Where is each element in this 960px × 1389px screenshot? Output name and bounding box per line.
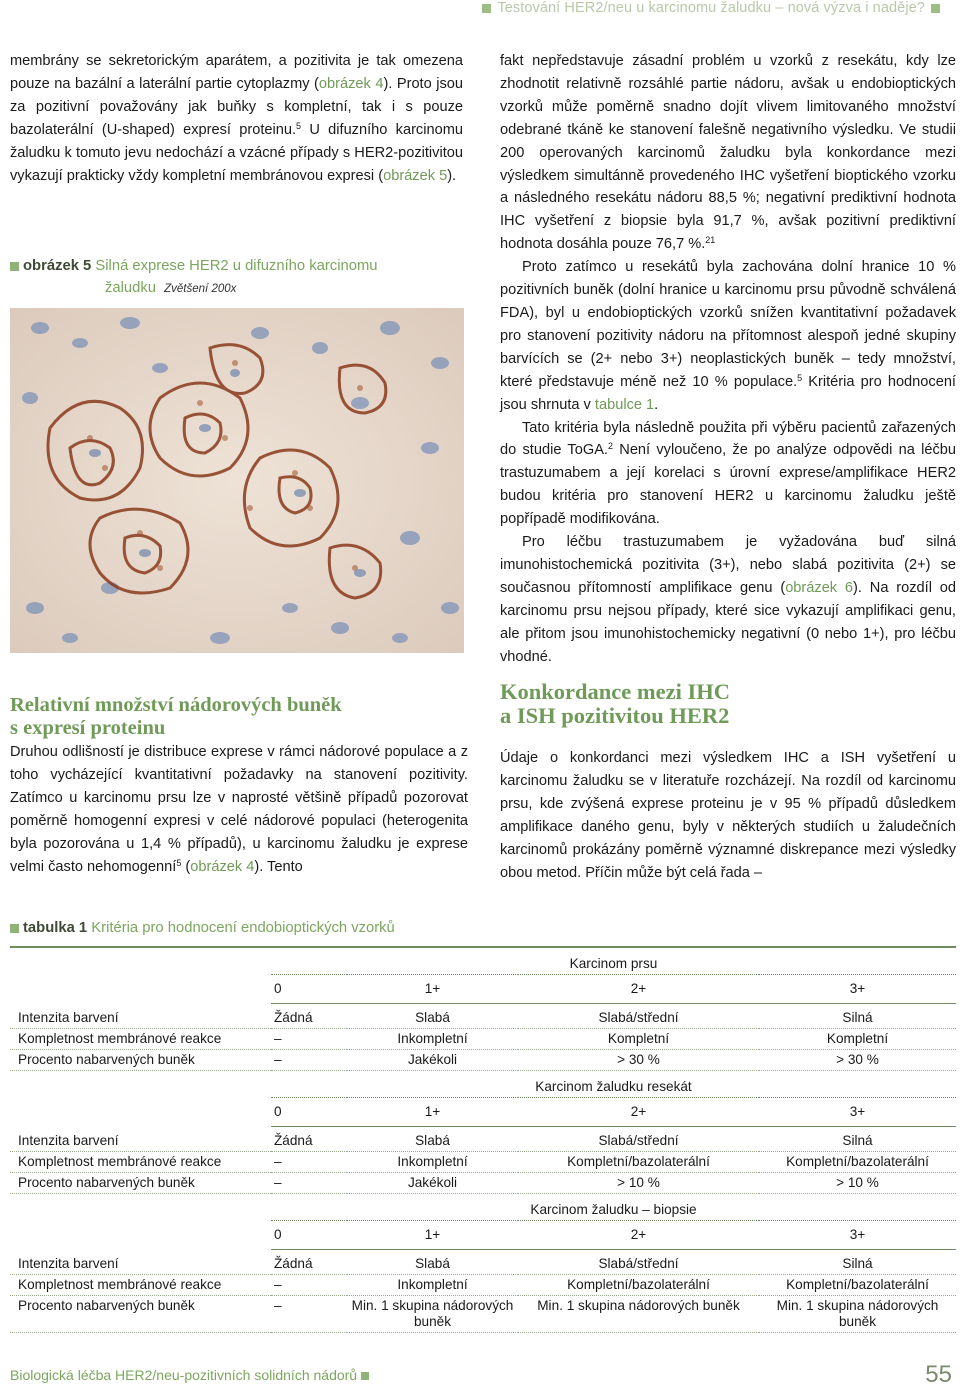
table-cell: Jakékoli bbox=[347, 1173, 518, 1194]
left-column-top-text bbox=[10, 50, 463, 187]
empty-cell bbox=[10, 975, 271, 1004]
table-cell: – bbox=[271, 1173, 347, 1194]
table-cell: Kompletní/bazolaterální bbox=[518, 1275, 759, 1296]
text: Kritéria pro hodnocení jsou shrnuta v bbox=[500, 373, 956, 413]
citation-sup: 5 bbox=[296, 120, 302, 131]
right-column-bottom-text bbox=[500, 747, 956, 884]
table-cell: Silná bbox=[759, 1131, 956, 1152]
figure-zoom: Zvětšení 200x bbox=[164, 283, 237, 295]
figure-ref-link[interactable]: obrázek 6 bbox=[785, 579, 854, 596]
paragraph bbox=[500, 417, 956, 532]
table-row bbox=[10, 1296, 956, 1333]
paragraph bbox=[10, 50, 463, 187]
table-cell: Kompletní/bazolaterální bbox=[759, 1152, 956, 1173]
figure-ref-link[interactable]: obrázek 5 bbox=[383, 167, 448, 184]
page-number: 55 bbox=[925, 1361, 952, 1388]
text: Tato kritéria byla následně použita při výběru pacientů zařazených do studie ToGA. bbox=[500, 419, 956, 459]
table-level-cell: 0 bbox=[271, 1221, 347, 1250]
table-cell: Min. 1 skupina nádorových buněk bbox=[518, 1296, 759, 1333]
running-title: Testování HER2/neu u karcinomu žaludku – nová výzva i naděje? bbox=[497, 0, 925, 16]
table-level-cell: 2+ bbox=[518, 1221, 759, 1250]
empty-cell bbox=[10, 1071, 271, 1098]
table-level-cell: 2+ bbox=[518, 975, 759, 1004]
table-cell: – bbox=[271, 1152, 347, 1173]
table-row bbox=[10, 1050, 956, 1071]
table-cell: > 10 % bbox=[518, 1173, 759, 1194]
empty-cell bbox=[10, 1221, 271, 1250]
table-cell: Slabá/střední bbox=[518, 1008, 759, 1029]
text: Údaje o konkordanci mezi výsledkem IHC a ISH vyšetření u karcinomu žaludku se v literatuře rozcházejí. Na rozdíl od karcinomu prsu, kde zvýšená exprese proteinu je v 95 % případů důsledkem amplifikace daného genu, byly v některých studiích u žaludečních karcinomů prokázány poměrně významné diskrepance mezi výsledky obou metod. Příčin může být celá řada – bbox=[500, 750, 956, 881]
criteria-table-body bbox=[10, 947, 956, 1333]
table-row bbox=[10, 1254, 956, 1275]
table-row-label: Procento nabarvených buněk bbox=[10, 1050, 271, 1071]
table-cell: Inkompletní bbox=[347, 1275, 518, 1296]
heading-line: s expresí proteinu bbox=[10, 717, 166, 739]
heading-line: Konkordance mezi IHC bbox=[500, 679, 730, 704]
table-cell: Jakékoli bbox=[347, 1050, 518, 1071]
square-bullet-icon bbox=[10, 924, 19, 933]
right-column-text bbox=[500, 50, 956, 668]
text: . bbox=[654, 396, 659, 413]
table-row-label: Intenzita barvení bbox=[10, 1008, 271, 1029]
table-label: tabulka 1 bbox=[23, 920, 88, 936]
table-row-label: Kompletnost membránové reakce bbox=[10, 1152, 271, 1173]
table-group-title-row bbox=[10, 948, 956, 975]
citation-sup: 5 bbox=[797, 372, 803, 383]
text: ). Na rozdíl od karcinomu prsu nejsou případy, které sice vykazují amplifikaci genu, ale přitom jsou imunohistochemicky negativní (0 nebo 1+), pro léčbu vhodné. bbox=[500, 579, 956, 665]
table-cell: Min. 1 skupina nádorových buněk bbox=[347, 1296, 518, 1333]
table-level-cell: 2+ bbox=[518, 1098, 759, 1127]
text: Proto zatímco u resekátů byla zachována dolní hranice 10 % pozitivních buněk (dolní hranice u karcinomu prsu původně schválená FDA), byl u endobioptických vzorků snížen kvantitativní požadavek pro stanovení pozitivity nádoru na přítomnost alespoň jedné skupiny barvících se (2+ nebo 3+) neoplastických buněk – tedy množství, které představuje méně než 10 % populace. bbox=[500, 259, 956, 390]
table-row-label: Procento nabarvených buněk bbox=[10, 1173, 271, 1194]
figure-ref-link[interactable]: obrázek 4 bbox=[318, 75, 384, 92]
table-cell: Slabá/střední bbox=[518, 1254, 759, 1275]
table-cell: > 30 % bbox=[759, 1050, 956, 1071]
empty-cell bbox=[10, 948, 271, 975]
table-cell: – bbox=[271, 1275, 347, 1296]
table-cell: Kompletní/bazolaterální bbox=[759, 1275, 956, 1296]
table-group-title: Karcinom prsu bbox=[271, 948, 956, 975]
citation-sup: 2 bbox=[608, 441, 614, 452]
paragraph bbox=[500, 50, 956, 256]
table-row-label: Kompletnost membránové reakce bbox=[10, 1275, 271, 1296]
table-row bbox=[10, 1275, 956, 1296]
figure-label: obrázek 5 bbox=[23, 258, 92, 274]
table-caption bbox=[10, 920, 395, 936]
table-row-label: Intenzita barvení bbox=[10, 1254, 271, 1275]
citation-sup: 21 bbox=[705, 235, 716, 246]
square-bullet-icon bbox=[482, 4, 491, 13]
table-group-title-row bbox=[10, 1194, 956, 1221]
table-row bbox=[10, 1131, 956, 1152]
book-title: Biologická léčba HER2/neu-pozitivních solidních nádorů bbox=[10, 1367, 358, 1383]
figure-caption bbox=[10, 255, 470, 300]
paragraph bbox=[500, 747, 956, 884]
running-header bbox=[476, 0, 946, 16]
table-cell: Žádná bbox=[271, 1008, 347, 1029]
table-cell: Inkompletní bbox=[347, 1152, 518, 1173]
empty-cell bbox=[10, 1098, 271, 1127]
figure-title-line1: Silná exprese HER2 u difuzního karcinomu bbox=[95, 258, 378, 274]
left-column-bottom-text bbox=[10, 741, 468, 878]
table-cell: Inkompletní bbox=[347, 1029, 518, 1050]
text: U difuzního karcinomu žaludku k tomuto jevu nedochází a vzácné případy s HER2-pozitivitou vykazují prakticky vždy kompletní membránovou expresi ( bbox=[10, 121, 463, 184]
table-levels-row bbox=[10, 975, 956, 1004]
table-level-cell: 1+ bbox=[347, 1221, 518, 1250]
table-row-label: Procento nabarvených buněk bbox=[10, 1296, 271, 1333]
citation-sup: 5 bbox=[176, 857, 182, 868]
text: ). Tento bbox=[254, 858, 303, 875]
figure-title-line2: žaludku bbox=[105, 280, 157, 296]
table-cell: Slabá/střední bbox=[518, 1131, 759, 1152]
text: fakt nepředstavuje zásadní problém u vzorků z resekátu, kdy lze zhodnotit relativně rozsáhlé partie nádoru, avšak u endobioptických vzorků může poměrně snadno dojít vlivem limitovaného množství odebrané tkáně ke stanovení falešně negativního výsledku. Ve studii 200 operovaných karcinomů žaludku byla konkordance mezi výsledkem simultánně provedeného IHC vyšetření bioptického vzorku a následného resekátu nádoru 88,5 %; negativní prediktivní hodnota IHC vyšetření z biopsie byla 91,7 %, avšak pozitivní prediktivní hodnota dosáhla pouze 76,7 %. bbox=[500, 53, 956, 253]
text: ( bbox=[181, 858, 191, 875]
table-levels-row bbox=[10, 1221, 956, 1250]
section-heading-concordance bbox=[500, 680, 730, 728]
table-cell: Slabá bbox=[347, 1008, 518, 1029]
text: Pro léčbu trastuzumabem je vyžadována buď silná imunohistochemická pozitivita (3+), nebo slabá pozitivita (2+) se současnou přítomností amplifikace genu ( bbox=[500, 534, 956, 596]
text: membrány se sekretorickým aparátem, a pozitivita je tak omezena pouze na bazální a laterální partie cytoplazmy ( bbox=[10, 53, 463, 92]
table-level-cell: 3+ bbox=[759, 1098, 956, 1127]
micrograph-image bbox=[10, 308, 464, 653]
table-row-label: Kompletnost membránové reakce bbox=[10, 1029, 271, 1050]
table-cell: Kompletní bbox=[759, 1029, 956, 1050]
text: ). bbox=[447, 167, 457, 184]
text: Není vyloučeno, že po analýze odpovědi na léčbu trastuzumabem a její korelaci s úrovní exprese/amplifikace HER2 budou kritéria pro stanovení HER2 u karcinomu žaludku ještě popřípadě modifikována. bbox=[500, 442, 957, 528]
table-cell: > 10 % bbox=[759, 1173, 956, 1194]
paragraph bbox=[10, 741, 468, 878]
table-row bbox=[10, 1173, 956, 1194]
table-cell: Žádná bbox=[271, 1131, 347, 1152]
table-level-cell: 1+ bbox=[347, 975, 518, 1004]
criteria-table bbox=[10, 946, 956, 1333]
table-group-title: Karcinom žaludku – biopsie bbox=[271, 1194, 956, 1221]
table-levels-row bbox=[10, 1098, 956, 1127]
table-row-label: Intenzita barvení bbox=[10, 1131, 271, 1152]
table-level-cell: 3+ bbox=[759, 1221, 956, 1250]
table-level-cell: 0 bbox=[271, 975, 347, 1004]
heading-line: a ISH pozitivitou HER2 bbox=[500, 703, 730, 728]
paragraph bbox=[500, 256, 956, 416]
empty-cell bbox=[10, 1194, 271, 1221]
table-row bbox=[10, 1008, 956, 1029]
table-cell: Kompletní bbox=[518, 1029, 759, 1050]
table-cell: Silná bbox=[759, 1008, 956, 1029]
table-cell: Kompletní/bazolaterální bbox=[518, 1152, 759, 1173]
table-cell: Slabá bbox=[347, 1131, 518, 1152]
text: Druhou odlišností je distribuce exprese v rámci nádorové populace a z toho vycházející kvantitativní požadavky na stanovení pozitivity. Zatímco u karcinomu prsu lze v naprosté většině případů pozorovat poměrně homogenní expresi v celé nádorové populaci (heterogenita byla pozorována u 1,4 % případů), u karcinomu žaludku je exprese velmi často nehomogenní bbox=[10, 744, 468, 875]
figure-ref-link[interactable]: obrázek 4 bbox=[190, 858, 255, 875]
square-bullet-icon bbox=[361, 1372, 369, 1380]
paragraph bbox=[500, 531, 956, 668]
table-cell: > 30 % bbox=[518, 1050, 759, 1071]
table-cell: – bbox=[271, 1050, 347, 1071]
table-cell: Slabá bbox=[347, 1254, 518, 1275]
text: ). Proto jsou za pozitivní považovány jak buňky s kompletní, tak i s pouze bazolaterální (U-shaped) expresí proteinu. bbox=[10, 75, 463, 138]
square-bullet-icon bbox=[931, 4, 940, 13]
table-level-cell: 3+ bbox=[759, 975, 956, 1004]
table-cell: – bbox=[271, 1296, 347, 1333]
section-heading-relative-amount bbox=[10, 694, 342, 740]
table-cell: Min. 1 skupina nádorových buněk bbox=[759, 1296, 956, 1333]
table-group-title-row bbox=[10, 1071, 956, 1098]
square-bullet-icon bbox=[10, 262, 19, 271]
table-cell: Silná bbox=[759, 1254, 956, 1275]
table-level-cell: 1+ bbox=[347, 1098, 518, 1127]
table-group-title: Karcinom žaludku resekát bbox=[271, 1071, 956, 1098]
table-row bbox=[10, 1152, 956, 1173]
footer-book-title bbox=[10, 1367, 369, 1383]
table-row bbox=[10, 1029, 956, 1050]
table-level-cell: 0 bbox=[271, 1098, 347, 1127]
table-ref-link[interactable]: tabulce 1 bbox=[594, 396, 655, 413]
table-cell: Žádná bbox=[271, 1254, 347, 1275]
table-cell: – bbox=[271, 1029, 347, 1050]
heading-line: Relativní množství nádorových buněk bbox=[10, 694, 342, 716]
table-title: Kritéria pro hodnocení endobioptických vzorků bbox=[91, 920, 395, 936]
